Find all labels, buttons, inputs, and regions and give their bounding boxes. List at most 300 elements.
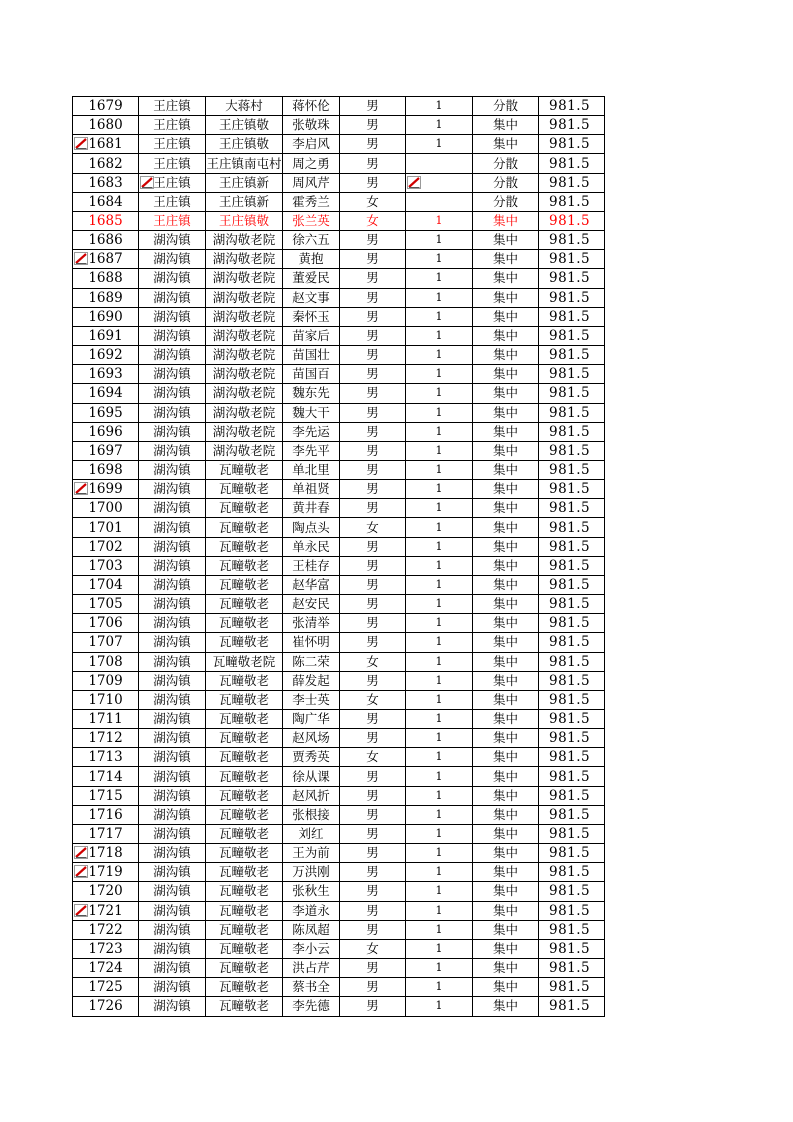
cell-town: 湖沟镇 [139, 307, 206, 326]
cell-count: 1 [406, 863, 473, 882]
cell-institution: 湖沟敬老院 [206, 288, 283, 307]
cell-support-mode: 集中 [473, 614, 539, 633]
roster-table [72, 96, 605, 1017]
cell-support-mode: 集中 [473, 307, 539, 326]
cell-person-name: 蔡书全 [283, 978, 340, 997]
table-row [73, 250, 605, 269]
cell-institution: 王庄镇敬 [206, 116, 283, 135]
table-row [73, 805, 605, 824]
cell-serial-number: 1714 [73, 767, 139, 786]
cell-count: 1 [406, 346, 473, 365]
cell-count: 1 [406, 499, 473, 518]
cell-amount: 981.5 [539, 135, 605, 154]
table-row [73, 786, 605, 805]
cell-institution: 瓦疃敬老 [206, 901, 283, 920]
cell-town: 湖沟镇 [139, 671, 206, 690]
cell-person-name: 张清举 [283, 614, 340, 633]
cell-support-mode: 集中 [473, 326, 539, 345]
cell-count: 1 [406, 690, 473, 709]
cell-person-name: 董爱民 [283, 269, 340, 288]
cell-support-mode: 集中 [473, 346, 539, 365]
cell-support-mode: 集中 [473, 250, 539, 269]
cell-serial-number: 1698 [73, 460, 139, 479]
cell-institution: 瓦疃敬老 [206, 518, 283, 537]
table-row [73, 767, 605, 786]
table-row [73, 652, 605, 671]
cell-person-name: 赵华富 [283, 575, 340, 594]
cell-institution: 瓦疃敬老 [206, 710, 283, 729]
cell-amount: 981.5 [539, 671, 605, 690]
cell-gender: 男 [340, 403, 406, 422]
cell-town: 王庄镇 [139, 173, 206, 192]
cell-count: 1 [406, 365, 473, 384]
cell-support-mode: 集中 [473, 786, 539, 805]
cell-person-name: 赵风折 [283, 786, 340, 805]
cell-institution: 湖沟敬老院 [206, 365, 283, 384]
cell-gender: 男 [340, 786, 406, 805]
cell-support-mode: 集中 [473, 422, 539, 441]
cell-town: 王庄镇 [139, 116, 206, 135]
cell-amount: 981.5 [539, 805, 605, 824]
cell-gender: 男 [340, 460, 406, 479]
cell-gender: 男 [340, 882, 406, 901]
table-row [73, 116, 605, 135]
cell-support-mode: 集中 [473, 231, 539, 250]
table-row [73, 575, 605, 594]
cell-town: 湖沟镇 [139, 346, 206, 365]
cell-support-mode: 集中 [473, 518, 539, 537]
cell-count: 1 [406, 422, 473, 441]
cell-person-name: 苗国壮 [283, 346, 340, 365]
cell-town: 湖沟镇 [139, 824, 206, 843]
cell-count: 1 [406, 97, 473, 116]
cell-support-mode: 集中 [473, 939, 539, 958]
cell-person-name: 洪占芹 [283, 959, 340, 978]
cell-town: 湖沟镇 [139, 384, 206, 403]
cell-serial-number: 1709 [73, 671, 139, 690]
cell-person-name: 单祖贤 [283, 480, 340, 499]
cell-institution: 湖沟敬老院 [206, 422, 283, 441]
cell-person-name: 陶点头 [283, 518, 340, 537]
cell-town: 湖沟镇 [139, 729, 206, 748]
cell-person-name: 王桂存 [283, 556, 340, 575]
cell-support-mode: 集中 [473, 805, 539, 824]
table-row [73, 518, 605, 537]
cell-amount: 981.5 [539, 690, 605, 709]
cell-gender: 女 [340, 690, 406, 709]
cell-count: 1 [406, 595, 473, 614]
table-row [73, 307, 605, 326]
cell-person-name: 刘红 [283, 824, 340, 843]
cell-institution: 瓦疃敬老 [206, 595, 283, 614]
table-row [73, 460, 605, 479]
cell-serial-number: 1715 [73, 786, 139, 805]
cell-institution: 王庄镇新 [206, 192, 283, 211]
cell-gender: 男 [340, 346, 406, 365]
cell-support-mode: 集中 [473, 729, 539, 748]
cell-amount: 981.5 [539, 441, 605, 460]
cell-count: 1 [406, 805, 473, 824]
cell-town: 湖沟镇 [139, 365, 206, 384]
cell-amount: 981.5 [539, 767, 605, 786]
cell-person-name: 赵文事 [283, 288, 340, 307]
cell-amount: 981.5 [539, 211, 605, 230]
cell-town: 湖沟镇 [139, 288, 206, 307]
table-row [73, 997, 605, 1016]
cell-support-mode: 集中 [473, 288, 539, 307]
cell-person-name: 黄井春 [283, 499, 340, 518]
cell-count [406, 173, 473, 192]
table-row [73, 269, 605, 288]
cell-institution: 瓦疃敬老 [206, 805, 283, 824]
cell-person-name: 赵风场 [283, 729, 340, 748]
cell-institution: 王庄镇南屯村 [206, 154, 283, 173]
cell-support-mode: 集中 [473, 403, 539, 422]
cell-amount: 981.5 [539, 882, 605, 901]
cell-amount: 981.5 [539, 231, 605, 250]
cell-serial-number: 1724 [73, 959, 139, 978]
cell-amount: 981.5 [539, 575, 605, 594]
cell-person-name: 陈二荣 [283, 652, 340, 671]
cell-gender: 男 [340, 824, 406, 843]
cell-amount: 981.5 [539, 537, 605, 556]
cell-serial-number: 1679 [73, 97, 139, 116]
cell-town: 湖沟镇 [139, 518, 206, 537]
cell-institution: 湖沟敬老院 [206, 231, 283, 250]
cell-count: 1 [406, 460, 473, 479]
cell-institution: 瓦疃敬老 [206, 939, 283, 958]
cell-institution: 王庄镇敬 [206, 135, 283, 154]
cell-amount: 981.5 [539, 307, 605, 326]
cell-serial-number: 1705 [73, 595, 139, 614]
cell-count: 1 [406, 518, 473, 537]
table-row [73, 959, 605, 978]
embedded-object-icon[interactable] [74, 252, 88, 265]
cell-serial-number: 1726 [73, 997, 139, 1016]
cell-serial-number: 1701 [73, 518, 139, 537]
embedded-object-icon[interactable] [407, 176, 421, 189]
embedded-object-icon[interactable] [74, 482, 88, 495]
cell-serial-number: 1692 [73, 346, 139, 365]
cell-count: 1 [406, 997, 473, 1016]
cell-amount: 981.5 [539, 901, 605, 920]
cell-person-name: 李启风 [283, 135, 340, 154]
cell-institution: 瓦疃敬老院 [206, 652, 283, 671]
table-row [73, 978, 605, 997]
cell-count: 1 [406, 135, 473, 154]
cell-serial-number: 1716 [73, 805, 139, 824]
table-row [73, 920, 605, 939]
cell-serial-number: 1721 [73, 901, 139, 920]
cell-town: 王庄镇 [139, 135, 206, 154]
table-row [73, 403, 605, 422]
cell-institution: 瓦疃敬老 [206, 633, 283, 652]
table-row [73, 614, 605, 633]
table-row [73, 690, 605, 709]
cell-count: 1 [406, 614, 473, 633]
cell-support-mode: 集中 [473, 480, 539, 499]
cell-serial-number: 1686 [73, 231, 139, 250]
cell-amount: 981.5 [539, 844, 605, 863]
cell-institution: 瓦疃敬老 [206, 480, 283, 499]
cell-support-mode: 集中 [473, 844, 539, 863]
cell-town: 湖沟镇 [139, 748, 206, 767]
cell-gender: 男 [340, 575, 406, 594]
cell-amount: 981.5 [539, 422, 605, 441]
cell-amount: 981.5 [539, 978, 605, 997]
cell-amount: 981.5 [539, 499, 605, 518]
cell-count: 1 [406, 824, 473, 843]
cell-gender: 男 [340, 901, 406, 920]
cell-amount: 981.5 [539, 863, 605, 882]
cell-amount: 981.5 [539, 460, 605, 479]
cell-support-mode: 集中 [473, 384, 539, 403]
cell-institution: 瓦疃敬老 [206, 537, 283, 556]
table-row [73, 346, 605, 365]
cell-support-mode: 集中 [473, 269, 539, 288]
cell-person-name: 贾秀英 [283, 748, 340, 767]
cell-person-name: 王为前 [283, 844, 340, 863]
embedded-object-icon[interactable] [74, 865, 88, 878]
cell-serial-number: 1723 [73, 939, 139, 958]
cell-institution: 瓦疃敬老 [206, 729, 283, 748]
cell-person-name: 魏东先 [283, 384, 340, 403]
cell-serial-number: 1711 [73, 710, 139, 729]
cell-person-name: 李士英 [283, 690, 340, 709]
cell-person-name: 张敬珠 [283, 116, 340, 135]
cell-count: 1 [406, 710, 473, 729]
cell-count: 1 [406, 748, 473, 767]
cell-serial-number: 1696 [73, 422, 139, 441]
cell-town: 王庄镇 [139, 211, 206, 230]
cell-town: 湖沟镇 [139, 939, 206, 958]
cell-town: 湖沟镇 [139, 441, 206, 460]
table-row [73, 939, 605, 958]
cell-support-mode: 集中 [473, 901, 539, 920]
cell-amount: 981.5 [539, 384, 605, 403]
cell-count: 1 [406, 652, 473, 671]
cell-person-name: 万洪刚 [283, 863, 340, 882]
embedded-object-icon[interactable] [74, 137, 88, 150]
cell-institution: 瓦疃敬老 [206, 824, 283, 843]
cell-gender: 女 [340, 939, 406, 958]
cell-gender: 男 [340, 288, 406, 307]
cell-institution: 瓦疃敬老 [206, 575, 283, 594]
cell-serial-number: 1695 [73, 403, 139, 422]
cell-count: 1 [406, 844, 473, 863]
cell-institution: 瓦疃敬老 [206, 690, 283, 709]
cell-count: 1 [406, 786, 473, 805]
cell-count: 1 [406, 729, 473, 748]
cell-amount: 981.5 [539, 365, 605, 384]
cell-institution: 瓦疃敬老 [206, 499, 283, 518]
cell-person-name: 张秋生 [283, 882, 340, 901]
cell-amount: 981.5 [539, 480, 605, 499]
cell-town: 湖沟镇 [139, 920, 206, 939]
cell-town: 湖沟镇 [139, 403, 206, 422]
cell-person-name: 徐六五 [283, 231, 340, 250]
cell-support-mode: 集中 [473, 460, 539, 479]
table-row [73, 480, 605, 499]
cell-gender: 男 [340, 231, 406, 250]
cell-count: 1 [406, 480, 473, 499]
cell-town: 湖沟镇 [139, 710, 206, 729]
cell-institution: 瓦疃敬老 [206, 671, 283, 690]
cell-person-name: 薛发起 [283, 671, 340, 690]
cell-town: 湖沟镇 [139, 633, 206, 652]
cell-support-mode: 集中 [473, 135, 539, 154]
cell-count: 1 [406, 959, 473, 978]
cell-institution: 瓦疃敬老 [206, 959, 283, 978]
table-row [73, 863, 605, 882]
cell-gender: 男 [340, 729, 406, 748]
cell-count: 1 [406, 403, 473, 422]
cell-serial-number: 1681 [73, 135, 139, 154]
cell-serial-number: 1697 [73, 441, 139, 460]
table-row [73, 326, 605, 345]
cell-institution: 瓦疃敬老 [206, 997, 283, 1016]
cell-gender: 男 [340, 614, 406, 633]
cell-person-name: 李先德 [283, 997, 340, 1016]
table-row [73, 499, 605, 518]
cell-serial-number: 1712 [73, 729, 139, 748]
cell-amount: 981.5 [539, 250, 605, 269]
cell-serial-number: 1719 [73, 863, 139, 882]
cell-institution: 湖沟敬老院 [206, 441, 283, 460]
cell-institution: 湖沟敬老院 [206, 384, 283, 403]
cell-person-name: 赵安民 [283, 595, 340, 614]
cell-count: 1 [406, 978, 473, 997]
table-row [73, 97, 605, 116]
cell-gender: 男 [340, 307, 406, 326]
embedded-object-icon[interactable] [74, 904, 88, 917]
table-row [73, 384, 605, 403]
cell-support-mode: 集中 [473, 633, 539, 652]
cell-serial-number: 1699 [73, 480, 139, 499]
cell-gender: 男 [340, 537, 406, 556]
cell-amount: 981.5 [539, 116, 605, 135]
table-row [73, 633, 605, 652]
cell-support-mode: 集中 [473, 959, 539, 978]
cell-support-mode: 集中 [473, 882, 539, 901]
cell-support-mode: 分散 [473, 173, 539, 192]
cell-person-name: 苗家后 [283, 326, 340, 345]
embedded-object-icon[interactable] [74, 846, 88, 859]
cell-institution: 湖沟敬老院 [206, 403, 283, 422]
cell-count: 1 [406, 441, 473, 460]
table-row [73, 901, 605, 920]
cell-amount: 981.5 [539, 786, 605, 805]
cell-town: 湖沟镇 [139, 595, 206, 614]
cell-support-mode: 集中 [473, 441, 539, 460]
cell-amount: 981.5 [539, 920, 605, 939]
cell-serial-number: 1707 [73, 633, 139, 652]
cell-amount: 981.5 [539, 633, 605, 652]
cell-support-mode: 集中 [473, 920, 539, 939]
cell-count: 1 [406, 116, 473, 135]
embedded-object-icon[interactable] [140, 176, 154, 189]
cell-serial-number: 1718 [73, 844, 139, 863]
cell-amount: 981.5 [539, 288, 605, 307]
cell-count: 1 [406, 920, 473, 939]
cell-gender: 男 [340, 863, 406, 882]
cell-gender: 男 [340, 269, 406, 288]
cell-institution: 瓦疃敬老 [206, 786, 283, 805]
cell-institution: 瓦疃敬老 [206, 920, 283, 939]
cell-institution: 王庄镇新 [206, 173, 283, 192]
cell-serial-number: 1700 [73, 499, 139, 518]
cell-amount: 981.5 [539, 173, 605, 192]
cell-gender: 男 [340, 595, 406, 614]
cell-serial-number: 1706 [73, 614, 139, 633]
cell-count: 1 [406, 211, 473, 230]
cell-person-name: 李先运 [283, 422, 340, 441]
table-row [73, 441, 605, 460]
cell-support-mode: 集中 [473, 652, 539, 671]
cell-person-name: 周之勇 [283, 154, 340, 173]
cell-count: 1 [406, 671, 473, 690]
cell-count: 1 [406, 326, 473, 345]
cell-town: 湖沟镇 [139, 844, 206, 863]
cell-serial-number: 1717 [73, 824, 139, 843]
cell-town: 湖沟镇 [139, 978, 206, 997]
cell-serial-number: 1682 [73, 154, 139, 173]
table-row [73, 537, 605, 556]
cell-serial-number: 1689 [73, 288, 139, 307]
cell-support-mode: 分散 [473, 154, 539, 173]
cell-gender: 男 [340, 480, 406, 499]
cell-serial-number: 1688 [73, 269, 139, 288]
cell-serial-number: 1722 [73, 920, 139, 939]
cell-gender: 男 [340, 920, 406, 939]
table-row [73, 231, 605, 250]
cell-person-name: 黄抱 [283, 250, 340, 269]
cell-amount: 981.5 [539, 556, 605, 575]
cell-town: 湖沟镇 [139, 614, 206, 633]
cell-town: 湖沟镇 [139, 690, 206, 709]
cell-town: 湖沟镇 [139, 250, 206, 269]
cell-serial-number: 1708 [73, 652, 139, 671]
cell-town: 湖沟镇 [139, 786, 206, 805]
table-row [73, 595, 605, 614]
cell-town: 王庄镇 [139, 97, 206, 116]
cell-support-mode: 集中 [473, 863, 539, 882]
cell-gender: 男 [340, 805, 406, 824]
cell-gender: 男 [340, 250, 406, 269]
table-row [73, 422, 605, 441]
cell-amount: 981.5 [539, 154, 605, 173]
cell-support-mode: 集中 [473, 671, 539, 690]
cell-count: 1 [406, 556, 473, 575]
cell-amount: 981.5 [539, 614, 605, 633]
cell-town: 湖沟镇 [139, 901, 206, 920]
cell-gender: 女 [340, 211, 406, 230]
cell-support-mode: 集中 [473, 690, 539, 709]
cell-amount: 981.5 [539, 652, 605, 671]
cell-gender: 女 [340, 192, 406, 211]
cell-gender: 男 [340, 365, 406, 384]
cell-institution: 湖沟敬老院 [206, 307, 283, 326]
cell-person-name: 李道永 [283, 901, 340, 920]
cell-institution: 王庄镇敬 [206, 211, 283, 230]
cell-gender: 男 [340, 767, 406, 786]
cell-institution: 瓦疃敬老 [206, 978, 283, 997]
cell-town: 湖沟镇 [139, 882, 206, 901]
cell-person-name: 霍秀兰 [283, 192, 340, 211]
cell-institution: 瓦疃敬老 [206, 460, 283, 479]
cell-support-mode: 集中 [473, 556, 539, 575]
cell-amount: 981.5 [539, 97, 605, 116]
